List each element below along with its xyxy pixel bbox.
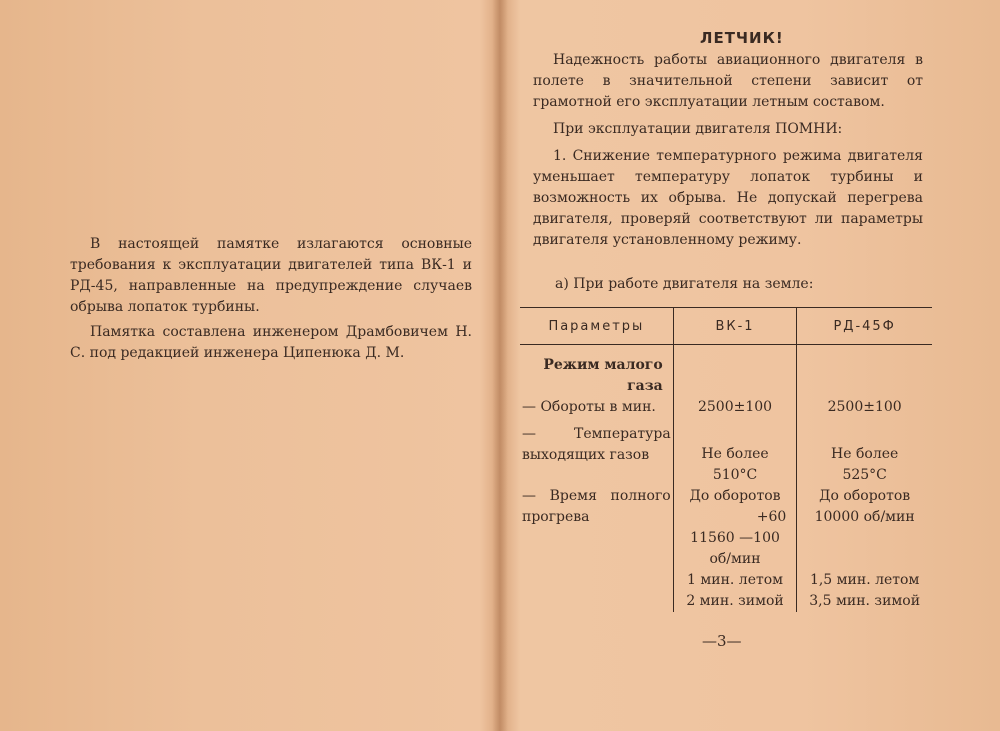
rd45-warmup-line-5: 1,5 мин. летом [809, 572, 920, 588]
table-caption: а) При работе двигателя на земле: [555, 276, 814, 292]
header-rd45: РД-45Ф [797, 308, 932, 345]
vk1-rpm: 2500±100 [697, 399, 773, 415]
rule-1-paragraph: 1. Снижение температурного режима двигателя уменьшает температуру лопаток турбины и возможность их обрыва. Не допускай перегрева двигателя, проверяй соответствуют ли параметры двигателя установленному режиму. [533, 148, 923, 248]
intro-paragraph: В настоящей памятке излагаются основные требования к эксплуатации двигателей типа ВК-1 и РД-45, направленные на предупреждение случаев обрыва лопаток турбины. [70, 236, 472, 315]
rd45-temp-line-2: 525°С [842, 467, 887, 483]
vk1-warmup-line-2: +60 [756, 509, 787, 525]
vk1-warmup-line-1: До оборотов [689, 488, 781, 504]
rd45-warmup-line-3 [799, 528, 930, 549]
vk1-warmup-line-5: 1 мин. летом [687, 572, 784, 588]
right-page-text [533, 50, 923, 251]
vk1-warmup-line-6: 2 мин. зимой [686, 593, 784, 609]
table-row [520, 424, 932, 486]
table-header-row [520, 308, 932, 345]
rd45-rpm: 2500±100 [827, 399, 902, 415]
vk1-temp-line-1: Не более [701, 446, 769, 462]
vk1-warmup-line-3: 11560 —100 [690, 530, 780, 546]
authors-paragraph: Памятка составлена инженером Драмбовичем Н. С. под редакцией инженера Ципенюка Д. М. [70, 324, 472, 361]
page-number: —3— [702, 632, 742, 650]
mode-title: Режим малого газа [543, 357, 663, 394]
header-parameters: Параметры [520, 308, 673, 345]
rd45-warmup-line-4 [799, 549, 930, 570]
left-page [0, 0, 497, 731]
vk1-warmup-line-4: об/мин [709, 551, 761, 567]
header-vk1: ВК-1 [673, 308, 797, 345]
rd45-warmup-line-6: 3,5 мин. зимой [809, 593, 921, 609]
left-page-text [70, 234, 472, 364]
reliability-paragraph: Надежность работы авиационного двигателя в полете в значительной степени зависит от грамотной его эксплуатации летным составом. [533, 52, 923, 110]
param-gas-temp: — Температура выходящих газов [522, 426, 671, 463]
parameters-table [520, 307, 932, 612]
remember-paragraph: При эксплуатации двигателя ПОМНИ: [553, 121, 843, 137]
rd45-temp-line-1: Не более [831, 446, 899, 462]
vk1-temp-line-2: 510°С [712, 467, 758, 483]
table-row [520, 486, 932, 612]
table-row [520, 345, 932, 398]
table-row [520, 397, 932, 424]
param-warmup-time: — Время полного прогрева [522, 488, 671, 525]
rd45-warmup-line-1: До оборотов [819, 488, 911, 504]
param-rpm: — Обороты в мин. [522, 399, 656, 415]
rd45-warmup-line-2: 10000 об/мин [814, 509, 915, 525]
page-title: ЛЕТЧИК! [700, 29, 784, 47]
